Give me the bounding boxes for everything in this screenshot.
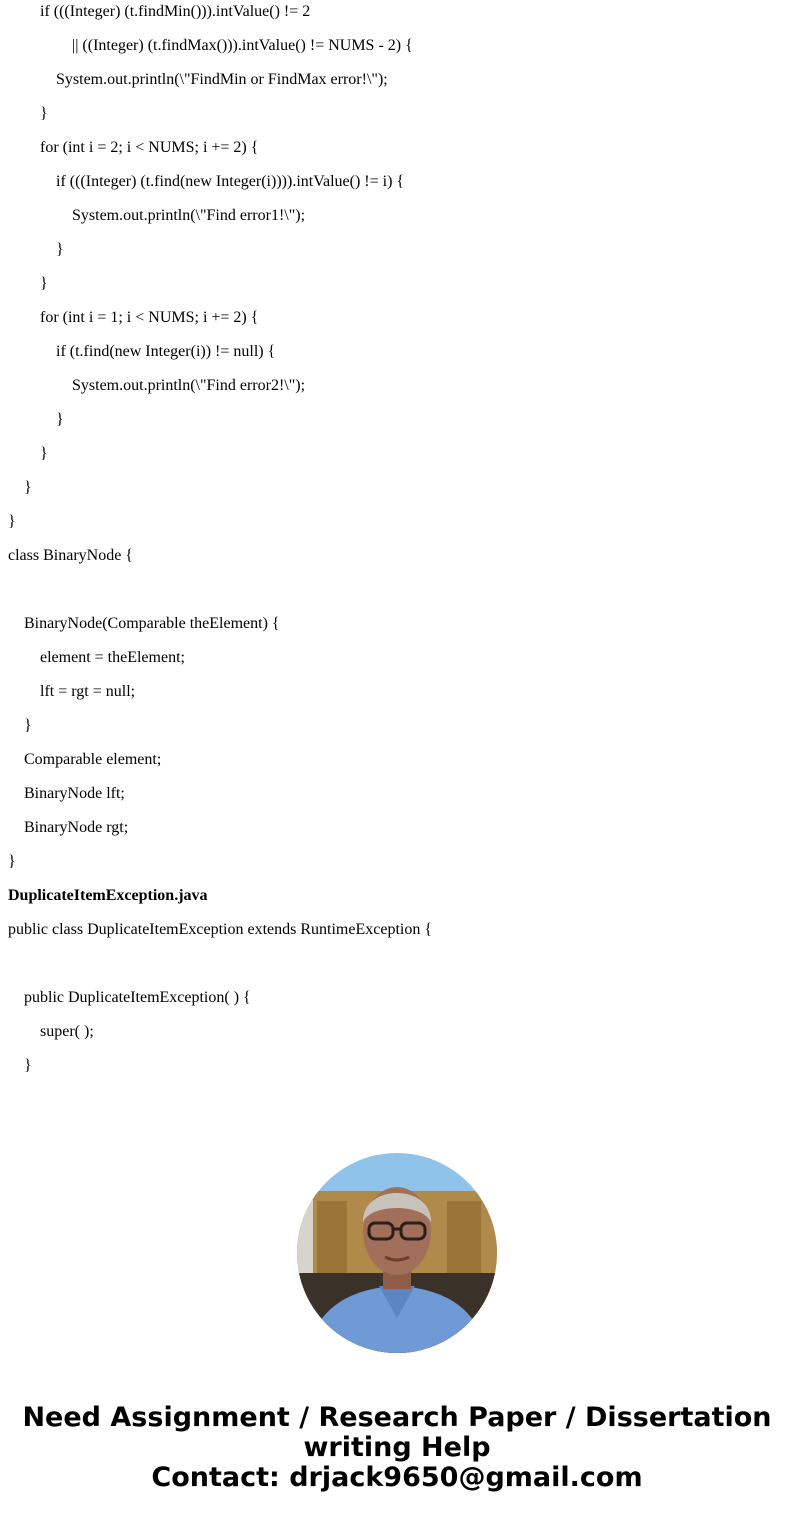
code-line: BinaryNode rgt;	[24, 819, 129, 836]
promo-line-2: writing Help	[303, 1432, 491, 1463]
code-line: System.out.println(\"FindMin or FindMax error!\");	[56, 71, 388, 88]
code-line: System.out.println(\"Find error2!\");	[72, 377, 306, 394]
promo-line-1: Need Assignment / Research Paper / Dissertation	[22, 1402, 772, 1433]
code-line: if (((Integer) (t.find(new Integer(i)))).intValue() != i) {	[56, 173, 405, 190]
code-line: super( );	[40, 1023, 94, 1040]
code-line: }	[24, 479, 32, 496]
code-line: }	[40, 275, 48, 292]
code-line: class BinaryNode {	[8, 547, 133, 564]
code-line: }	[8, 853, 16, 870]
code-line: || ((Integer) (t.findMax())).intValue() != NUMS - 2) {	[72, 37, 413, 54]
code-line: }	[24, 1057, 32, 1074]
file-heading: DuplicateItemException.java	[8, 887, 208, 904]
code-line: }	[24, 717, 32, 734]
code-line: public DuplicateItemException( ) {	[24, 989, 251, 1006]
author-portrait-image	[297, 1153, 497, 1353]
code-line: for (int i = 1; i < NUMS; i += 2) {	[40, 309, 259, 326]
code-line: BinaryNode lft;	[24, 785, 125, 802]
promo-banner	[0, 1403, 794, 1493]
code-line: public class DuplicateItemException extends RuntimeException {	[8, 921, 433, 938]
code-line: }	[8, 513, 16, 530]
code-line: }	[40, 445, 48, 462]
code-line: if (t.find(new Integer(i)) != null) {	[56, 343, 276, 360]
code-line: }	[56, 241, 64, 258]
author-photo	[297, 1153, 497, 1353]
code-line: for (int i = 2; i < NUMS; i += 2) {	[40, 139, 259, 156]
code-line: }	[56, 411, 64, 428]
promo-contact-line: Contact: drjack9650@gmail.com	[151, 1462, 643, 1493]
code-line: BinaryNode(Comparable theElement) {	[24, 615, 280, 632]
code-line: System.out.println(\"Find error1!\");	[72, 207, 306, 224]
code-line: }	[40, 105, 48, 122]
code-line: Comparable element;	[24, 751, 162, 768]
code-line: lft = rgt = null;	[40, 683, 136, 700]
code-line: if (((Integer) (t.findMin())).intValue() != 2	[40, 3, 311, 20]
code-line: element = theElement;	[40, 649, 185, 666]
